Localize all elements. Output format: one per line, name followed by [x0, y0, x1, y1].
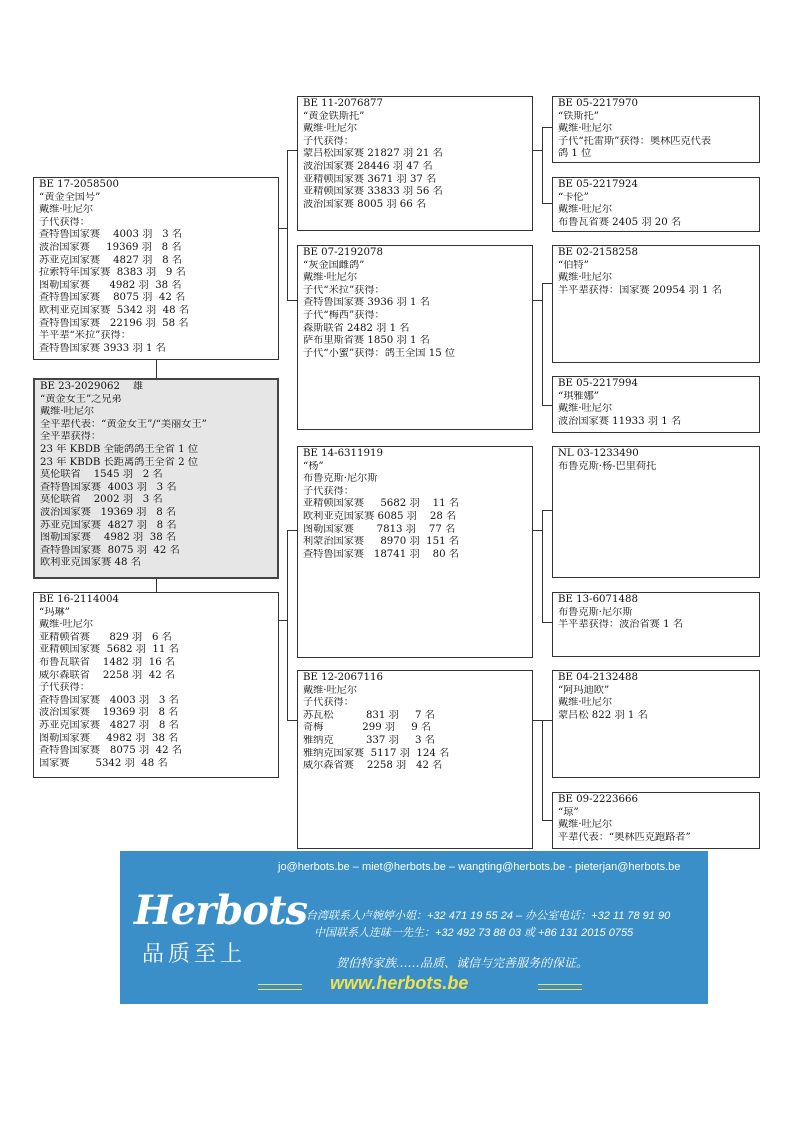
pedigree-line: 亚精顿国家赛 33833 羽 56 名 — [303, 186, 443, 198]
pedigree-line: 子代获得： — [39, 216, 90, 228]
pedigree-line: 奇梅 299 羽 9 名 — [303, 722, 432, 734]
pedigree-line: 戴维·吐尼尔 — [40, 406, 95, 418]
pedigree-line: 子代“小蜜”获得：鸽王全国 15 位 — [303, 347, 456, 359]
pedigree-line: 子代“米拉”获得： — [303, 284, 385, 296]
pedigree-line: 亚精顿省赛 829 羽 6 名 — [39, 631, 172, 643]
sds-card — [552, 245, 760, 363]
pedigree-line: BE 11-2076877 — [303, 98, 383, 109]
motto: 贺伯特家族……品质、诚信与完善服务的保证。 — [336, 956, 589, 970]
pedigree-line: 戴维·吐尼尔 — [558, 123, 613, 135]
pedigree-line: 布鲁克斯·尼尔斯 — [558, 606, 633, 618]
sdd-card — [552, 376, 760, 433]
pedigree-line: 半平辈获得：波治省赛 1 名 — [558, 619, 684, 631]
pedigree-line: 查特鲁国家赛 3933 羽 1 名 — [39, 342, 166, 354]
pedigree-line: 全平辈获得： — [40, 431, 102, 443]
pedigree-line: 布鲁瓦联省 1482 羽 16 名 — [39, 656, 176, 668]
pedigree-line: 戴维·吐尼尔 — [558, 697, 613, 709]
connector — [532, 300, 542, 301]
pedigree-line: 欧利亚克国家赛 5342 羽 48 名 — [39, 304, 190, 316]
dam-sire-card — [297, 446, 533, 658]
pedigree-line: 查特鲁国家赛 3936 羽 1 名 — [303, 297, 430, 309]
pedigree-line: 戴维·吐尼尔 — [303, 272, 358, 284]
pedigree-line: 苏亚克国家赛 4827 羽 8 名 — [40, 519, 177, 531]
connector — [542, 720, 543, 820]
pedigree-line: 布鲁克斯·杨-巴里荷托 — [558, 460, 657, 472]
pedigree-line: “琪雅娜” — [558, 390, 599, 402]
dds-card — [552, 670, 760, 778]
pedigree-line: 亚精顿国家赛 3671 羽 37 名 — [303, 173, 437, 185]
dam-dam-card — [297, 670, 533, 849]
pedigree-line: BE 12-2067116 — [303, 672, 383, 683]
pedigree-line: BE 05-2217994 — [558, 378, 638, 389]
herbots-banner — [120, 851, 708, 1004]
pedigree-line: 戴维·吐尼尔 — [39, 204, 94, 216]
pedigree-line: 亚精顿国家赛 5682 羽 11 名 — [303, 498, 460, 510]
pedigree-line: “卡伦” — [558, 191, 589, 203]
pedigree-line: NL 03-1233490 — [558, 448, 639, 459]
pedigree-line: 子代“梅西”获得： — [303, 309, 385, 321]
pedigree-line: BE 09-2223666 — [558, 794, 638, 805]
pedigree-line: 查特鲁国家赛 4003 羽 3 名 — [40, 481, 177, 493]
pedigree-line: “灰金国雌鸽” — [303, 259, 365, 271]
website-link[interactable]: www.herbots.be — [330, 973, 469, 993]
pedigree-line: “阿玛迪欧” — [558, 684, 610, 696]
pedigree-line: 波治国家赛 19369 羽 8 名 — [40, 506, 177, 518]
pedigree-line: 苏瓦松 831 羽 7 名 — [303, 709, 435, 721]
pedigree-line: 雅纳克 337 羽 3 名 — [303, 734, 435, 746]
connector — [156, 359, 157, 379]
pedigree-line: 亚精顿国家赛 5682 羽 11 名 — [39, 644, 179, 656]
pedigree-line: BE 05-2217924 — [558, 179, 638, 190]
pedigree-line: 戴维·吐尼尔 — [558, 204, 613, 216]
pedigree-line: 查特鲁国家赛 8075 羽 42 名 — [39, 745, 183, 757]
pedigree-line: 查特鲁国家赛 4003 羽 3 名 — [39, 229, 183, 241]
decor-line-right — [538, 984, 582, 990]
pedigree-line: “黄金女王”之兄弟 — [40, 393, 122, 405]
pedigree-line: 半平辈“米拉”获得： — [39, 330, 131, 342]
pedigree-line: “黄金铁斯托” — [303, 110, 365, 122]
pedigree-line: “铁斯托” — [558, 110, 599, 122]
pedigree-line: 查特鲁国家赛 8075 羽 42 名 — [39, 292, 186, 304]
pedigree-line: BE 04-2132488 — [558, 672, 638, 683]
pedigree-line: BE 13-6071488 — [558, 594, 638, 605]
ssd-card — [552, 177, 760, 232]
pedigree-line: BE 14-6311919 — [303, 448, 383, 459]
pedigree-line: 蒙吕松国家赛 21827 羽 21 名 — [303, 148, 443, 160]
pedigree-line: 威尔森联省 2258 羽 42 名 — [39, 669, 176, 681]
pedigree-line: 欧利亚克国家赛 48 名 — [40, 557, 141, 569]
pedigree-line: BE 23-2029062 雄 — [40, 381, 144, 392]
pedigree-line: “杨” — [303, 460, 324, 472]
dss-card — [552, 446, 760, 578]
subject-card — [33, 378, 279, 579]
pedigree-line: BE 16-2114004 — [39, 594, 119, 605]
pedigree-line: 波治国家赛 19369 羽 8 名 — [39, 707, 179, 719]
china-contact: 中国联系人连昧一先生：+32 492 73 88 03 或 +86 131 2015 0755 — [314, 927, 634, 939]
pedigree-line: 戴维·吐尼尔 — [558, 819, 613, 831]
pedigree-line: 子代获得： — [303, 135, 354, 147]
connector — [532, 150, 542, 151]
connector — [278, 620, 287, 621]
pedigree-line: 莫伦联省 1545 羽 2 名 — [40, 469, 163, 481]
pedigree-line: 子代获得： — [39, 682, 90, 694]
dsd-card — [552, 592, 760, 657]
pedigree-line: 利蒙治国家赛 8970 羽 151 名 — [303, 536, 460, 548]
pedigree-line: 威尔森省赛 2258 羽 42 名 — [303, 760, 443, 772]
pedigree-line: 半平辈获得：国家赛 20954 羽 1 名 — [558, 284, 722, 296]
connector — [532, 530, 542, 531]
pedigree-line: 莫伦联省 2002 羽 3 名 — [40, 494, 163, 506]
pedigree-line: 雅纳克国家赛 5117 羽 124 名 — [303, 747, 450, 759]
connector — [287, 530, 288, 720]
pedigree-line: 戴维·吐尼尔 — [558, 403, 613, 415]
sire-card — [33, 177, 279, 360]
connector — [542, 510, 543, 622]
pedigree-line: 国家赛 5342 羽 48 名 — [39, 757, 168, 769]
pedigree-line: 鸽 1 位 — [558, 148, 592, 160]
pedigree-line: 波治国家赛 11933 羽 1 名 — [558, 415, 682, 427]
pedigree-line: 波治国家赛 19369 羽 8 名 — [39, 241, 182, 253]
email-list[interactable]: jo@herbots.be – miet@herbots.be – wangting@herbots.be - pieterjan@herbots.be — [278, 861, 681, 873]
slogan: 品质至上 — [142, 942, 247, 967]
pedigree-line: “黄金全国号” — [39, 191, 101, 203]
pedigree-line: 查特鲁国家赛 22196 羽 58 名 — [39, 317, 189, 329]
dam-card — [33, 592, 279, 778]
pedigree-line: “伯特” — [558, 259, 589, 271]
pedigree-line: BE 05-2217970 — [558, 98, 638, 109]
pedigree-line: 图勒国家赛 4982 羽 38 名 — [40, 532, 177, 544]
decor-line-left — [258, 984, 302, 990]
sire-sire-card — [297, 96, 533, 231]
pedigree-line: 平辈代表：“奥林匹克跑路者” — [558, 831, 691, 843]
connector — [542, 127, 543, 203]
pedigree-line: “玛琳” — [39, 606, 70, 618]
sss-card — [552, 96, 760, 163]
pedigree-line: 欧利亚克国家赛 6085 羽 28 名 — [303, 510, 457, 522]
pedigree-line: 全平辈代表：“黄金女王”/“美丽女王” — [40, 418, 207, 430]
pedigree-line: 查特鲁国家赛 8075 羽 42 名 — [40, 544, 180, 556]
connector — [156, 578, 157, 593]
pedigree-line: 萨布里斯省赛 1850 羽 1 名 — [303, 335, 430, 347]
pedigree-line: 戴维·吐尼尔 — [303, 684, 358, 696]
pedigree-line: 拉索特年国家赛 8383 羽 9 名 — [39, 267, 186, 279]
connector — [287, 150, 288, 300]
pedigree-line: BE 07-2192078 — [303, 247, 383, 258]
pedigree-line: “琼” — [558, 806, 579, 818]
pedigree-line: BE 17-2058500 — [39, 179, 119, 190]
pedigree-line: BE 02-2158258 — [558, 247, 638, 258]
pedigree-line: 波治国家赛 8005 羽 66 名 — [303, 198, 427, 210]
connector — [278, 228, 287, 229]
pedigree-line: 布鲁瓦省赛 2405 羽 20 名 — [558, 216, 682, 228]
taiwan-contact: 台湾联系人卢婉婷小姐：+32 471 19 55 24 – 办公室电话：+32 11 78 91 90 — [306, 910, 671, 922]
pedigree-line: 23 年 KBDB 全能鸽鸽王全省 1 位 — [40, 443, 199, 455]
pedigree-line: 戴维·吐尼尔 — [558, 272, 613, 284]
pedigree-line: 图勒国家赛 7813 羽 77 名 — [303, 523, 456, 535]
herbots-logo: Herbots — [134, 887, 307, 934]
pedigree-line: 子代“托雷斯”获得：奥林匹克代表 — [558, 135, 712, 147]
pedigree-line: 子代获得： — [303, 697, 354, 709]
pedigree-line: 23 年 KBDB 长距离鸽王全省 2 位 — [40, 456, 199, 468]
connector — [542, 283, 543, 405]
pedigree-line: 森斯联省 2482 羽 1 名 — [303, 322, 410, 334]
pedigree-line: 戴维·吐尼尔 — [303, 123, 358, 135]
pedigree-line: 查特鲁国家赛 4003 羽 3 名 — [39, 694, 179, 706]
pedigree-line: 图勒国家赛 4982 羽 38 名 — [39, 279, 182, 291]
pedigree-line: 戴维·吐尼尔 — [39, 619, 94, 631]
pedigree-line: 布鲁克斯·尼尔斯 — [303, 473, 378, 485]
connector — [532, 720, 542, 721]
pedigree-line: 查特鲁国家赛 18741 羽 80 名 — [303, 548, 460, 560]
pedigree-line: 苏亚克国家赛 4827 羽 8 名 — [39, 719, 179, 731]
pedigree-line: 图勒国家赛 4982 羽 38 名 — [39, 732, 179, 744]
pedigree-line: 蒙吕松 822 羽 1 名 — [558, 709, 648, 721]
pedigree-line: 波治国家赛 28446 羽 47 名 — [303, 160, 433, 172]
pedigree-line: 苏亚克国家赛 4827 羽 8 名 — [39, 254, 183, 266]
pedigree-line: 子代获得： — [303, 485, 354, 497]
ddd-card — [552, 792, 760, 849]
sire-dam-card — [297, 245, 533, 430]
